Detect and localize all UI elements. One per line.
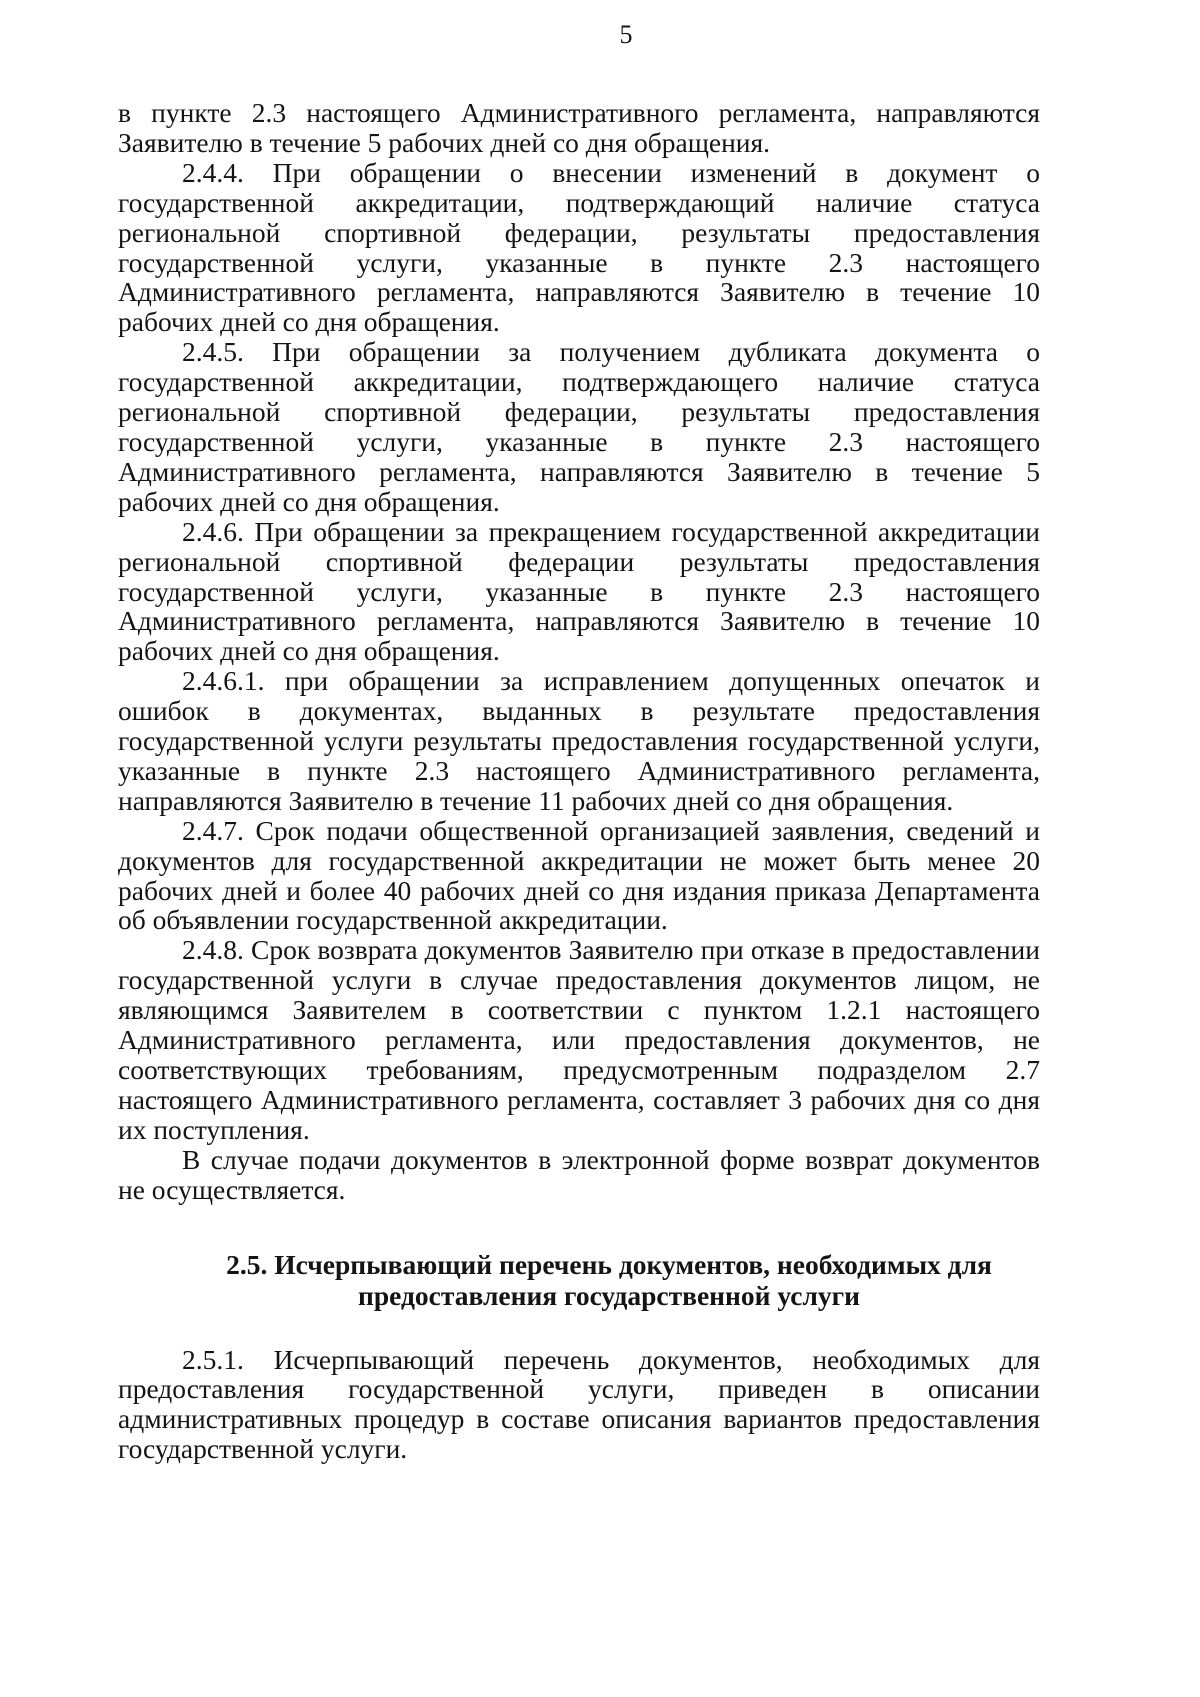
paragraph-2-4-4: 2.4.4. При обращении о внесении изменений в документ о государственной аккредитации, подтверждающий наличие статуса региональной спортивной федерации, результаты предоставления государственной услуги, указанные в пункте 2.3 настоящего Административного регламента, направляются Заявителю в течение 10 рабочих дней со дня обращения. xyxy=(118,156,1040,338)
paragraph-2-4-8: 2.4.8. Срок возврата документов Заявителю при отказе в предоставлении государственной услуги в случае предоставления документов лицом, не являющимся Заявителем в соответствии с пунктом 1.2.1 настоящего Административного регламента, или предоставления документов, не соответствующих требованиям, предусмотренным подразделом 2.7 настоящего Административного регламента, составляет 3 рабочих дня со дня их поступления. xyxy=(118,934,1040,1145)
section-heading-2-5: 2.5. Исчерпывающий перечень документов, необходимых для предоставления государственной услуги xyxy=(226,1248,992,1311)
paragraph-2-4-7: 2.4.7. Срок подачи общественной организацией заявления, сведений и документов для государственной аккредитации не может быть менее 20 рабочих дней и более 40 рабочих дней со дня издания приказа Департамента об объявлении государственной аккредитации. xyxy=(118,814,1040,936)
page-number: 5 xyxy=(619,20,633,49)
paragraph-continuation: в пункте 2.3 настоящего Административного регламента, направляются Заявителю в течение 5 рабочих дней со дня обращения. xyxy=(118,97,1040,158)
paragraph-2-4-5: 2.4.5. При обращении за получением дубликата документа о государственной аккредитации, подтверждающего наличие статуса региональной спортивной федерации, результаты предоставления государственной услуги, указанные в пункте 2.3 настоящего Административного регламента, направляются Заявителю в течение 5 рабочих дней со дня обращения. xyxy=(118,336,1040,517)
paragraph-2-5-1: 2.5.1. Исчерпывающий перечень документов, необходимых для предоставления государственной услуги, приведен в описании административных процедур в составе описания вариантов предоставления государственной услуги. xyxy=(118,1343,1040,1465)
paragraph-2-4-6-1: 2.4.6.1. при обращении за исправлением допущенных опечаток и ошибок в документах, выданных в результате предоставления государственной услуги результаты предоставления государственной услуги, указанные в пункте 2.3 настоящего Административного регламента, направляются Заявителю в течение 11 рабочих дней со дня обращения. xyxy=(118,665,1040,816)
paragraph-2-4-6: 2.4.6. При обращении за прекращением государственной аккредитации региональной спортивной федерации результаты предоставления государственной услуги, указанные в пункте 2.3 настоящего Административного регламента, направляются Заявителю в течение 10 рабочих дней со дня обращения. xyxy=(118,515,1040,667)
document-body xyxy=(118,98,1040,1464)
paragraph-electronic-submission: В случае подачи документов в электронной форме возврат документов не осуществляется. xyxy=(118,1143,1040,1205)
